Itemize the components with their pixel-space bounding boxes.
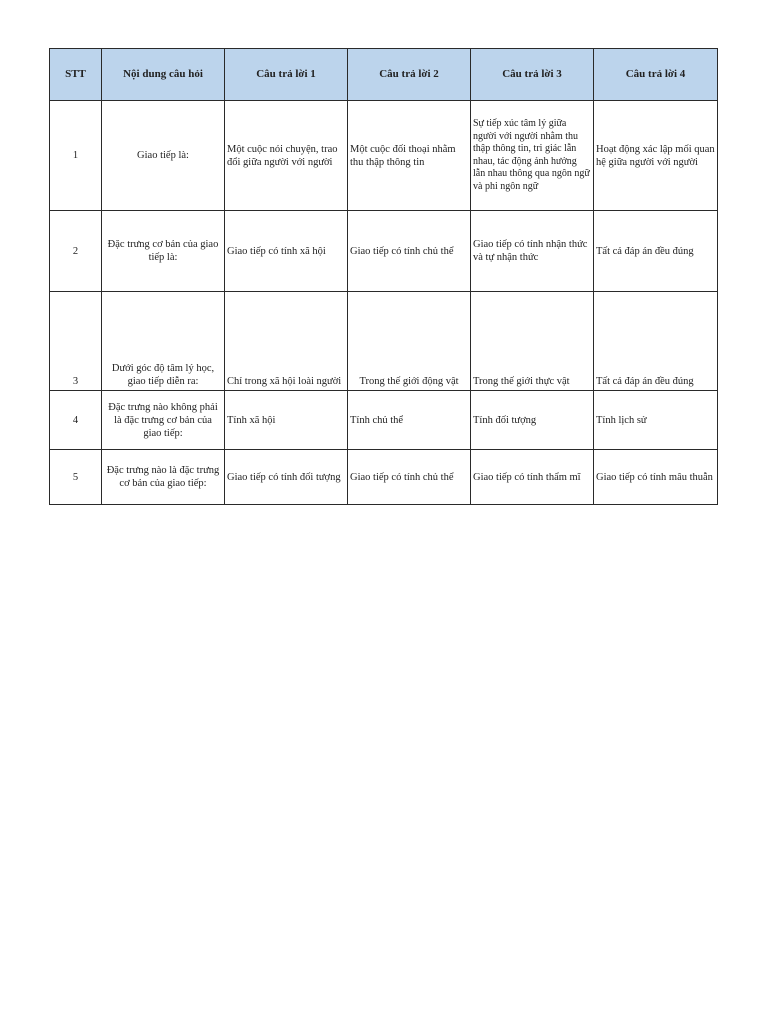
answer-4-cell: Giao tiếp có tính mâu thuẫn — [594, 450, 718, 505]
table-row — [50, 292, 718, 391]
spreadsheet-page — [49, 48, 717, 505]
header-question: Nội dung câu hỏi — [102, 49, 225, 101]
header-answer-2: Câu trả lời 2 — [348, 49, 471, 101]
table-row — [50, 450, 718, 505]
answer-4-cell: Tất cả đáp án đều đúng — [594, 292, 718, 391]
answer-1-cell: Một cuộc nói chuyện, trao đổi giữa người với người — [225, 101, 348, 211]
answer-2-cell: Giao tiếp có tính chủ thể — [348, 211, 471, 292]
header-answer-4: Câu trả lời 4 — [594, 49, 718, 101]
question-cell: Dưới góc độ tâm lý học, giao tiếp diễn ra: — [102, 292, 225, 391]
table-row — [50, 211, 718, 292]
quiz-table — [49, 48, 718, 505]
answer-3-cell: Giao tiếp có tính thẩm mĩ — [471, 450, 594, 505]
answer-3-cell: Trong thế giới thực vật — [471, 292, 594, 391]
header-answer-1: Câu trả lời 1 — [225, 49, 348, 101]
row-number: 5 — [50, 450, 102, 505]
question-cell: Giao tiếp là: — [102, 101, 225, 211]
answer-4-cell: Tất cả đáp án đều đúng — [594, 211, 718, 292]
answer-1-cell: Chỉ trong xã hội loài người — [225, 292, 348, 391]
question-cell: Đặc trưng nào không phải là đặc trưng cơ bản của giao tiếp: — [102, 391, 225, 450]
row-number: 3 — [50, 292, 102, 391]
answer-2-cell: Giao tiếp có tính chủ thể — [348, 450, 471, 505]
answer-2-cell: Một cuộc đối thoại nhằm thu thập thông tin — [348, 101, 471, 211]
question-cell: Đặc trưng cơ bản của giao tiếp là: — [102, 211, 225, 292]
answer-4-cell: Tính lịch sử — [594, 391, 718, 450]
answer-2-cell: Tính chủ thể — [348, 391, 471, 450]
row-number: 4 — [50, 391, 102, 450]
answer-4-cell: Hoạt động xác lập mối quan hệ giữa người với người — [594, 101, 718, 211]
header-answer-3: Câu trả lời 3 — [471, 49, 594, 101]
answer-2-cell: Trong thế giới động vật — [348, 292, 471, 391]
answer-3-cell: Giao tiếp có tính nhận thức và tự nhận thức — [471, 211, 594, 292]
answer-1-cell: Giao tiếp có tính đối tượng — [225, 450, 348, 505]
question-cell: Đặc trưng nào là đặc trưng cơ bản của giao tiếp: — [102, 450, 225, 505]
row-number: 1 — [50, 101, 102, 211]
answer-3-cell: Tính đối tượng — [471, 391, 594, 450]
answer-1-cell: Tính xã hội — [225, 391, 348, 450]
table-row — [50, 101, 718, 211]
header-row — [50, 49, 718, 101]
table-row — [50, 391, 718, 450]
row-number: 2 — [50, 211, 102, 292]
header-stt: STT — [50, 49, 102, 101]
answer-3-cell: Sự tiếp xúc tâm lý giữa người với người nhằm thu thập thông tin, tri giác lẫn nhau, tác động ảnh hưởng lẫn nhau thông qua ngôn ngữ và phi ngôn ngữ — [471, 101, 594, 211]
answer-1-cell: Giao tiếp có tính xã hội — [225, 211, 348, 292]
